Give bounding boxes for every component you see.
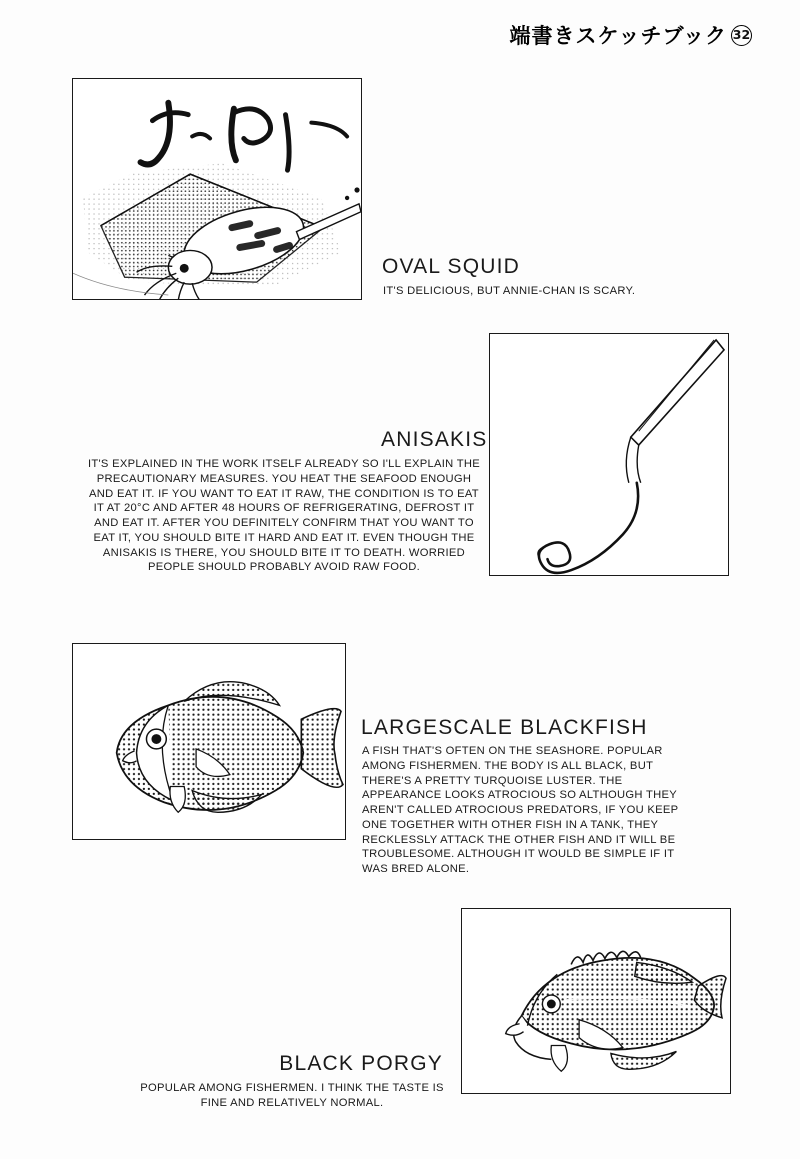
largescale-blackfish-body: A FISH THAT'S OFTEN ON THE SEASHORE. POPULAR AMONG FISHERMEN. THE BODY IS ALL BLACK, BUT THERE'S A PRETTY TURQUOISE LUSTER. THE APPEARANCE LOOKS ATROCIOUS SO ALTHOUGH THEY AREN'T CALLED ATROCIOUS PREDATORS, IF YOU KEEP ONE TOGETHER WITH OTHER FISH IN A TANK, THEY RECKLESSLY ATTACK THE OTHER FISH AND IT WILL BE TROUBLESOME. ALTHOUGH IT WOULD BE SIMPLE IF IT WAS BRED ALONE. <box>362 745 679 876</box>
anisakis-body: IT'S EXPLAINED IN THE WORK ITSELF ALREADY SO I'LL EXPLAIN THE PRECAUTIONARY MEASURES. YOU HEAT THE SEAFOOD ENOUGH AND EAT IT. IF YOU WANT TO EAT IT RAW, THE CONDITION IS TO EAT IT AT 20°C AND AFTER 48 HOURS OF REFRIGERATING, DEFROST IT AND EAT IT. AFTER YOU DEFINITELY CONFIRM THAT YOU WANT TO EAT IT, YOU SHOULD BITE IT HARD AND EAT IT. EVEN THOUGH THE ANISAKIS IS THERE, YOU SHOULD BITE IT TO DEATH. WORRIED PEOPLE SHOULD PROBABLY AVOID RAW FOOD. <box>87 458 481 574</box>
black-porgy-body: POPULAR AMONG FISHERMEN. I THINK THE TASTE IS FINE AND RELATIVELY NORMAL. <box>140 1082 444 1109</box>
oval-squid-body: IT'S DELICIOUS, BUT ANNIE-CHAN IS SCARY. <box>383 285 636 297</box>
oval-squid-illustration <box>72 78 362 300</box>
oval-squid-title: OVAL SQUID <box>382 255 521 278</box>
black-porgy-illustration <box>461 908 731 1094</box>
page-header <box>510 20 752 50</box>
anisakis-illustration <box>489 333 729 576</box>
page-title: 端書きスケッチブック <box>509 24 727 48</box>
page-number-badge: 32 <box>731 25 752 46</box>
black-porgy-title: BLACK PORGY <box>279 1052 443 1075</box>
largescale-blackfish-title: LARGESCALE BLACKFISH <box>361 716 648 739</box>
largescale-blackfish-illustration <box>72 643 346 840</box>
anisakis-title: ANISAKIS <box>381 428 488 451</box>
